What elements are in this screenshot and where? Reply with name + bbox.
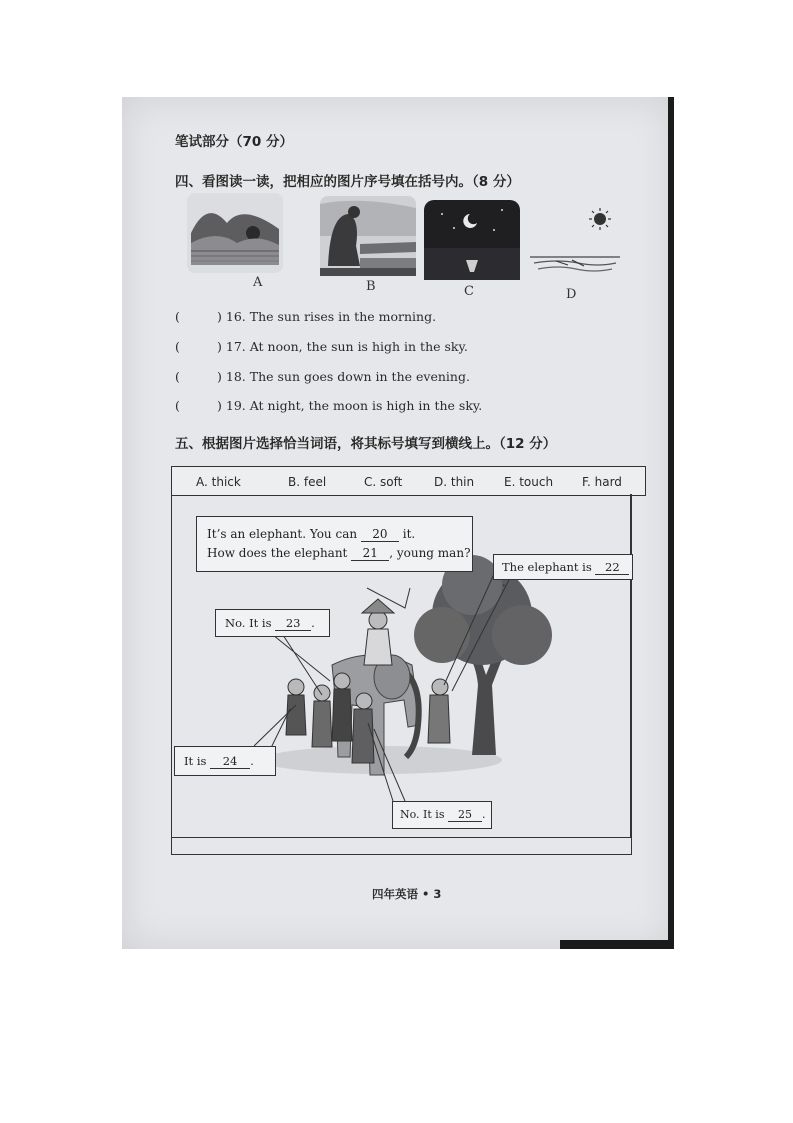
bubble-text: it. <box>402 527 416 541</box>
answer-bracket-18[interactable]: ( <box>175 369 180 384</box>
answer-blank-20[interactable]: 20 <box>361 527 399 542</box>
question-19: ( ) 19. At night, the moon is high in the sky. <box>175 398 483 413</box>
answer-blank-25[interactable]: 25 <box>448 808 482 822</box>
choice-d: D. thin <box>434 475 475 489</box>
bubble-text: No. It is <box>225 616 272 630</box>
word-choice-box <box>171 466 646 496</box>
speech-bubble-main <box>196 516 473 572</box>
bubble-text: . <box>311 616 315 630</box>
choice-e: E. touch <box>504 475 554 489</box>
section5-title: 五、根据图片选择恰当词语，将其标号填写到横线上。（12 分） <box>175 436 557 452</box>
bubble-text: It’s an elephant. You can <box>207 527 358 541</box>
question-text: 19. At night, the moon is high in the sky. <box>225 398 483 413</box>
choice-f: F. hard <box>582 475 622 489</box>
answer-blank-23[interactable]: 23 <box>275 616 311 631</box>
question-text: 18. The sun goes down in the evening. <box>225 369 470 384</box>
bubble-text: . <box>481 808 486 821</box>
section4-title: 四、看图读一读，把相应的图片序号填在括号内。（8 分） <box>175 174 520 190</box>
question-17: ( ) 17. At noon, the sun is high in the sky. <box>175 339 468 354</box>
scan-edge-right <box>668 97 674 949</box>
answer-bracket-17[interactable]: ( <box>175 339 180 354</box>
scan-edge-bottom <box>560 940 674 949</box>
answer-bracket-16[interactable]: ( <box>175 309 180 324</box>
sunset-over-water-picture <box>320 196 416 276</box>
speech-bubble-24 <box>174 746 276 776</box>
speech-bubble-22 <box>493 554 633 589</box>
question-text: 17. At noon, the sun is high in the sky. <box>225 339 468 354</box>
bubble-text: No. It is <box>400 808 445 821</box>
bubble-text: . <box>250 754 254 768</box>
mountain-sunrise-picture <box>187 193 283 273</box>
speech-bubble-23 <box>215 609 330 637</box>
written-part-heading: 笔试部分（70 分） <box>175 134 293 150</box>
choice-b: B. feel <box>288 475 327 489</box>
choice-a: A. thick <box>196 475 241 489</box>
page-footer: 四年英语 • 3 <box>372 887 442 901</box>
bubble-text: The elephant is <box>502 560 592 574</box>
question-16: ( ) 16. The sun rises in the morning. <box>175 309 437 324</box>
answer-bracket-19[interactable]: ( <box>175 398 180 413</box>
speech-bubble-25 <box>392 801 492 829</box>
picture-label-d: D <box>566 287 577 302</box>
bubble-text: It is <box>184 754 207 768</box>
bubble-text: . <box>502 575 506 589</box>
noon-sun-picture <box>528 205 624 285</box>
night-moon-picture <box>424 200 520 280</box>
picture-label-c: C <box>464 284 474 299</box>
picture-label-a: A <box>253 275 263 290</box>
answer-blank-24[interactable]: 24 <box>210 754 250 769</box>
question-text: 16. The sun rises in the morning. <box>225 309 437 324</box>
question-18: ( ) 18. The sun goes down in the evening. <box>175 369 470 384</box>
answer-blank-22[interactable]: 22 <box>595 560 629 575</box>
bubble-text: How does the elephant <box>207 546 348 560</box>
bubble-text: , young man? <box>389 546 471 560</box>
picture-label-b: B <box>366 279 376 294</box>
choice-c: C. soft <box>364 475 403 489</box>
answer-blank-21[interactable]: 21 <box>351 546 389 561</box>
